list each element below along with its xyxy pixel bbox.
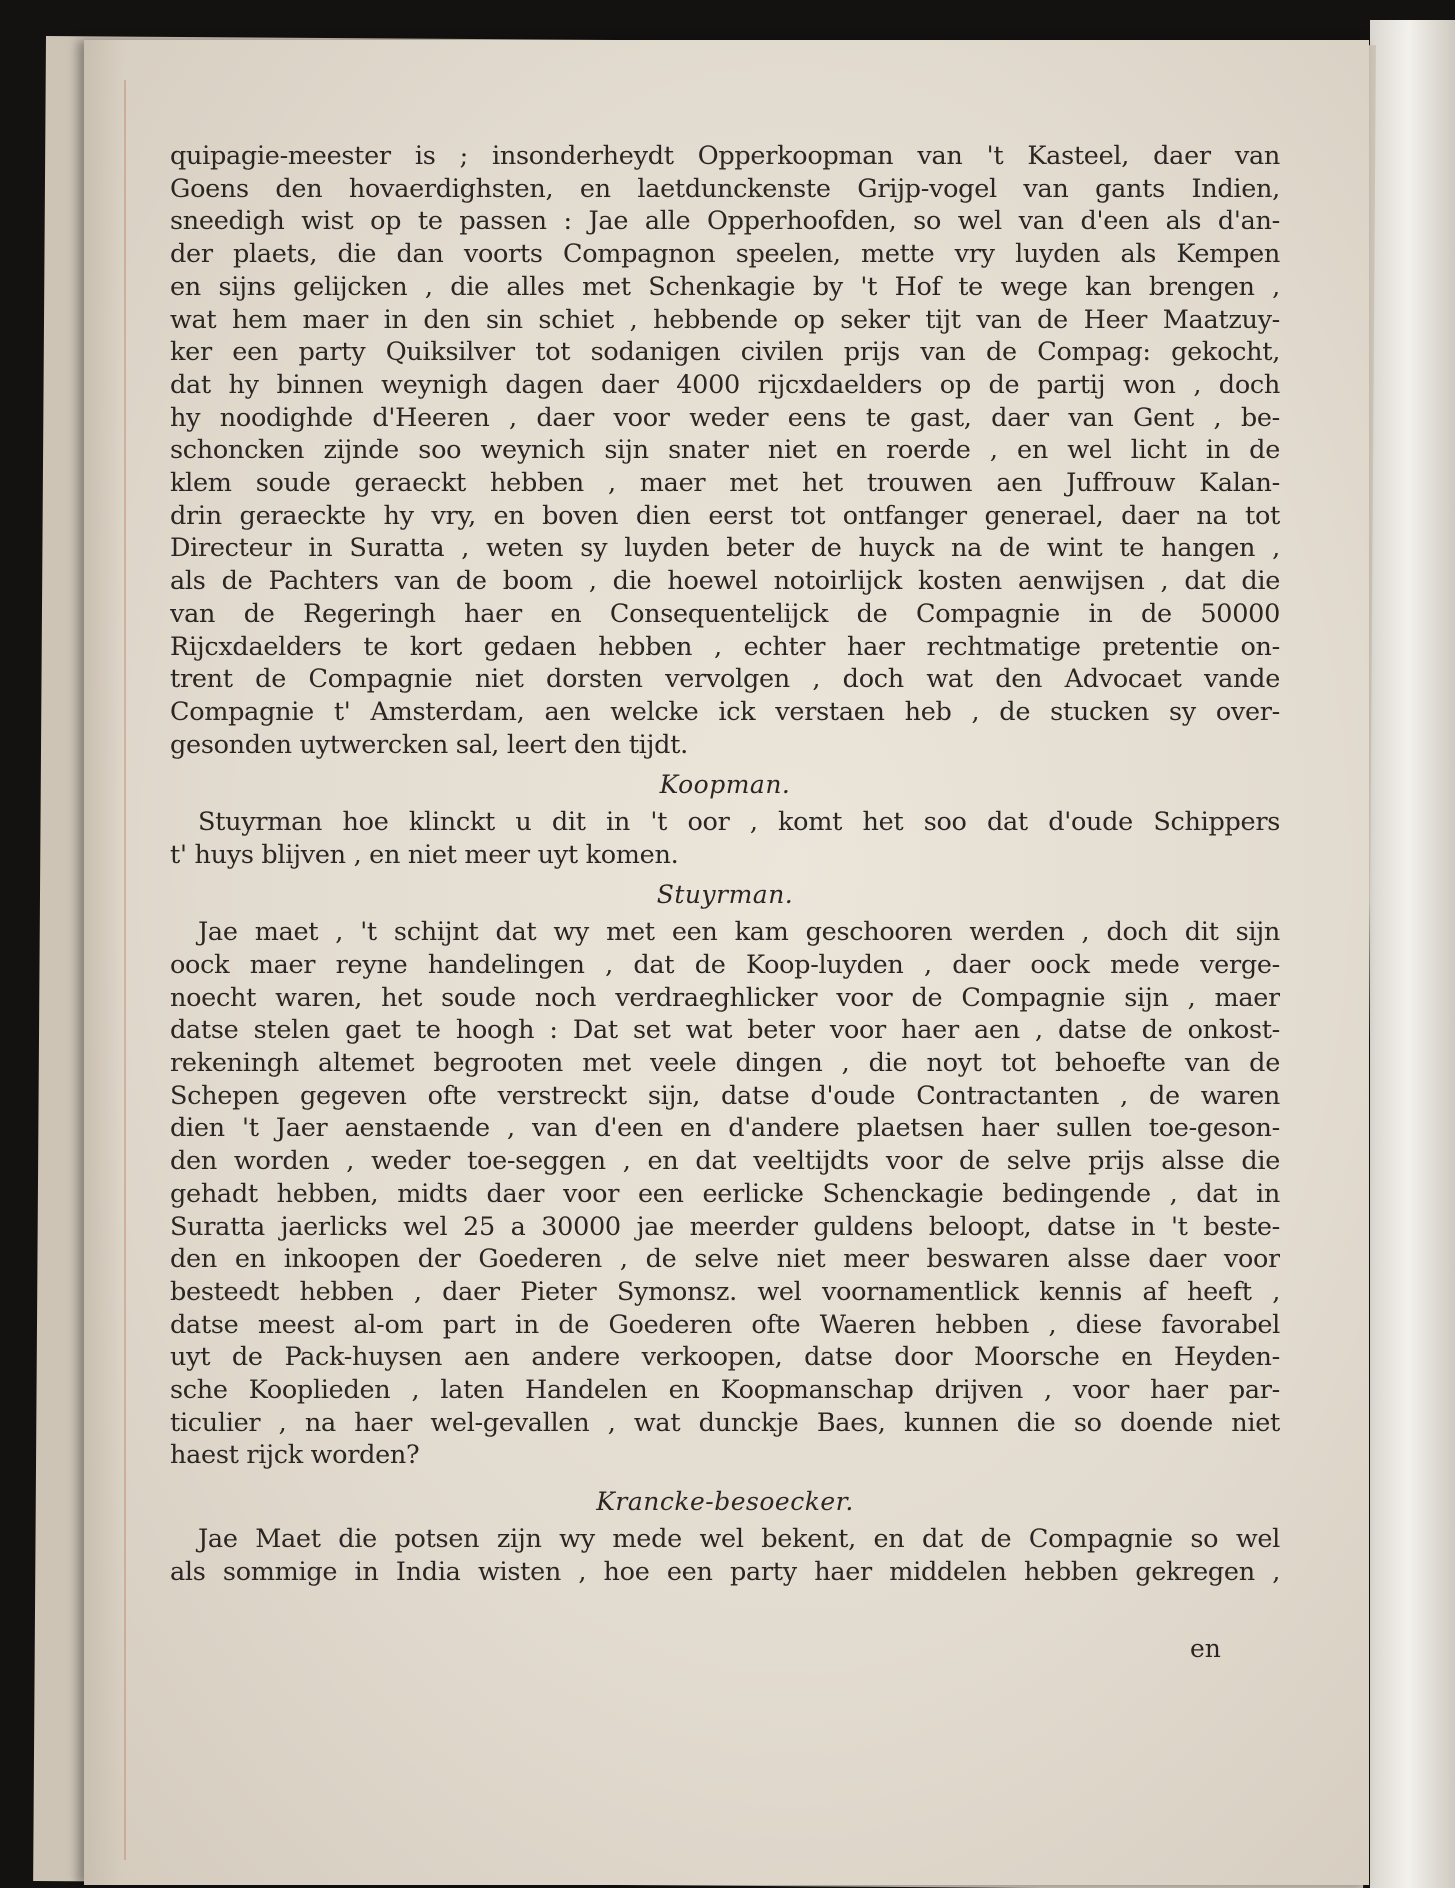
text-line: Directeur in Suratta , weten sy luyden beter de huyck na de wint te hangen ,	[170, 533, 1280, 564]
speaker-heading-koopman: Koopman.	[659, 770, 791, 800]
text-line: gehadt hebben, midts daer voor een eerlicke Schenckagie bedingende , dat in	[170, 1178, 1280, 1209]
text-line: wat hem maer in den sin schiet , hebbende op seker tijt van de Heer Maatzuy-	[170, 304, 1280, 335]
text-line: en sijns gelijcken , die alles met Schenkagie by 't Hof te wege kan brengen ,	[170, 271, 1280, 302]
text-line: dat hy binnen weynigh dagen daer 4000 rijcxdaelders op de partij won , doch	[170, 369, 1280, 400]
text-line: schoncken zijnde soo weynich sijn snater niet en roerde , en wel licht in de	[170, 435, 1280, 466]
paragraph-4	[170, 1523, 1280, 1588]
text-line: uyt de Pack-huysen aen andere verkoopen, datse door Moorsche en Heyden-	[170, 1342, 1280, 1373]
text-line: Jae Maet die potsen zijn wy mede wel bekent, en dat de Compagnie so wel	[198, 1523, 1280, 1554]
text-line: hy noodighde d'Heeren , daer voor weder eens te gast, daer van Gent , be-	[170, 402, 1280, 433]
catchword: en	[1190, 1634, 1221, 1663]
page-text	[170, 140, 1280, 1588]
speaker-heading-krancke-besoecker: Krancke-besoecker.	[596, 1487, 854, 1517]
text-line: quipagie-meester is ; insonderheydt Opperkoopman van 't Kasteel, daer van	[170, 141, 1280, 171]
text-line: dien 't Jaer aenstaende , van d'een en d'andere plaetsen haer sullen toe-geson-	[170, 1113, 1280, 1144]
text-line: Suratta jaerlicks wel 25 a 30000 jae meerder guldens beloopt, datse in 't beste-	[170, 1211, 1280, 1242]
text-line: ker een party Quiksilver tot sodanigen civilen prijs van de Compag: gekocht,	[170, 337, 1280, 368]
text-line: Jae maet , 't schijnt dat wy met een kam geschooren werden , doch dit sijn	[198, 917, 1280, 948]
text-line: trent de Compagnie niet dorsten vervolgen , doch wat den Advocaet vande	[170, 664, 1280, 695]
margin-rule	[124, 80, 126, 1860]
text-line: datse stelen gaet te hoogh : Dat set wat beter voor haer aen , datse de onkost-	[170, 1015, 1280, 1046]
text-line: Stuyrman hoe klinckt u dit in 't oor , komt het soo dat d'oude Schippers	[198, 807, 1280, 838]
text-line: haest rijck worden?	[170, 1440, 420, 1471]
text-line: gesonden uytwercken sal, leert den tijdt.	[170, 729, 688, 760]
text-line: sche Kooplieden , laten Handelen en Koopmanschap drijven , voor haer par-	[170, 1375, 1280, 1406]
paragraph-1	[170, 140, 1280, 761]
text-line: sneedigh wist op te passen : Jae alle Opperhoofden, so wel van d'een als d'an-	[170, 206, 1280, 237]
text-line: Goens den hovaerdighsten, en laetdunckenste Grijp-vogel van gants Indien,	[170, 173, 1280, 204]
text-line: besteedt hebben , daer Pieter Symonsz. wel voornamentlick kennis af heeft ,	[170, 1276, 1280, 1307]
paragraph-3	[170, 916, 1280, 1472]
text-line: oock maer reyne handelingen , dat de Koop-luyden , daer oock mede verge-	[170, 949, 1280, 980]
speaker-heading-stuyrman: Stuyrman.	[656, 880, 794, 910]
text-line: den worden , weder toe-seggen , en dat veeltijdts voor de selve prijs alsse die	[170, 1146, 1280, 1177]
paragraph-2	[170, 806, 1280, 871]
text-line: Compagnie t' Amsterdam, aen welcke ick verstaen heb , de stucken sy over-	[170, 696, 1280, 727]
text-line: der plaets, die dan voorts Compagnon speelen, mette vry luyden als Kempen	[170, 239, 1280, 270]
text-line: als sommige in India wisten , hoe een party haer middelen hebben gekregen ,	[170, 1556, 1280, 1587]
text-line: den en inkoopen der Goederen , de selve niet meer beswaren alsse daer voor	[170, 1244, 1280, 1275]
page-edge-shadow	[84, 40, 124, 1885]
text-line: t' huys blijven , en niet meer uyt komen.	[170, 839, 679, 870]
text-line: klem soude geraeckt hebben , maer met het trouwen aen Juffrouw Kalan-	[170, 468, 1280, 499]
book-cover	[1370, 20, 1455, 1888]
text-line: ticulier , na haer wel-gevallen , wat dunckje Baes, kunnen die so doende niet	[170, 1407, 1280, 1438]
text-line: Schepen gegeven ofte verstreckt sijn, datse d'oude Contractanten , de waren	[170, 1080, 1280, 1111]
text-line: noecht waren, het soude noch verdraeghlicker voor de Compagnie sijn , maer	[170, 982, 1280, 1013]
text-line: rekeningh altemet begrooten met veele dingen , die noyt tot behoefte van de	[170, 1047, 1280, 1078]
text-line: als de Pachters van de boom , die hoewel notoirlijck kosten aenwijsen , dat die	[170, 566, 1280, 597]
text-line: datse meest al-om part in de Goederen ofte Waeren hebben , diese favorabel	[170, 1309, 1280, 1340]
text-line: van de Regeringh haer en Consequentelijck de Compagnie in de 50000	[170, 598, 1280, 629]
text-line: Rijcxdaelders te kort gedaen hebben , echter haer rechtmatige pretentie on-	[170, 631, 1280, 662]
text-line: drin geraeckte hy vry, en boven dien eerst tot ontfanger generael, daer na tot	[170, 500, 1280, 531]
